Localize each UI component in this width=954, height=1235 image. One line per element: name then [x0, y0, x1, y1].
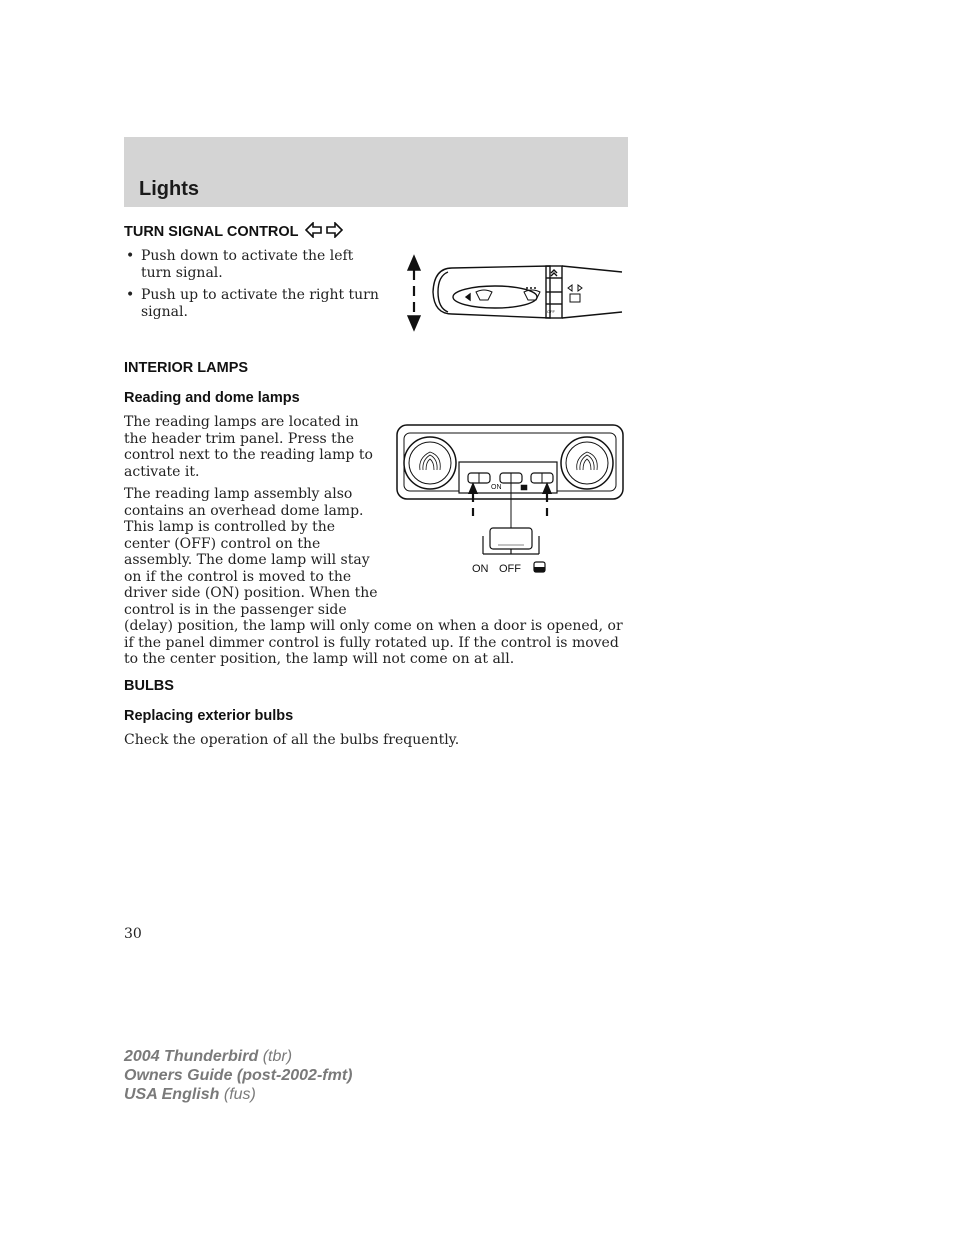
switch-on-label: ON [472, 563, 489, 575]
replacing-bulbs-subheading: Replacing exterior bulbs [124, 708, 294, 724]
footer-language: USA English [124, 1086, 220, 1103]
turn-signal-stalk-illustration [400, 252, 628, 334]
stalk-off-label: OFF [547, 309, 555, 314]
reading-lamps-paragraph: The reading lamps are located in the header trim panel. Press the control next to the reading lamp to activate it. [124, 414, 373, 480]
dome-lamp-paragraph: The reading lamp assembly also contains an overhead dome lamp. This lamp is controlled by the center (OFF) control on the assembly. The dome lamp will stay on if the control is moved to the driver side (ON) position. When the control is in the passenger side (delay) position, the lamp will only come on when a door is opened, or if the panel dimmer control is fully rotated up. If the control is moved to the center position, the lamp will not come on at all. [124, 486, 623, 667]
bulbs-paragraph: Check the operation of all the bulbs frequently. [124, 732, 460, 748]
page-title: Lights [139, 178, 199, 200]
panel-on-label: ON [491, 484, 502, 491]
turn-signal-bullets [124, 248, 386, 326]
footer-guide: Owners Guide (post-2002-fmt) [124, 1067, 353, 1084]
footer [124, 1047, 352, 1104]
header-band [124, 137, 628, 207]
footer-model: 2004 Thunderbird [124, 1048, 259, 1065]
interior-lamps-heading: INTERIOR LAMPS [124, 360, 249, 376]
footer-line-3 [124, 1085, 352, 1104]
footer-language-code: (fus) [223, 1086, 256, 1103]
turn-arrows-icon [305, 222, 343, 238]
turn-signal-heading-text: TURN SIGNAL CONTROL [124, 224, 299, 240]
reading-dome-subheading: Reading and dome lamps [124, 390, 300, 406]
page-number: 30 [124, 926, 142, 942]
turn-signal-heading [124, 222, 343, 240]
dome-lamp-illustration [394, 422, 626, 578]
footer-line-2 [124, 1066, 352, 1085]
bulbs-heading: BULBS [124, 678, 174, 694]
list-item: • Push up to activate the right turn signal. [124, 287, 386, 320]
list-item: • Push down to activate the left turn signal. [124, 248, 386, 281]
footer-line-1 [124, 1047, 352, 1066]
footer-model-code: (tbr) [262, 1048, 293, 1065]
switch-off-label: OFF [499, 563, 521, 575]
